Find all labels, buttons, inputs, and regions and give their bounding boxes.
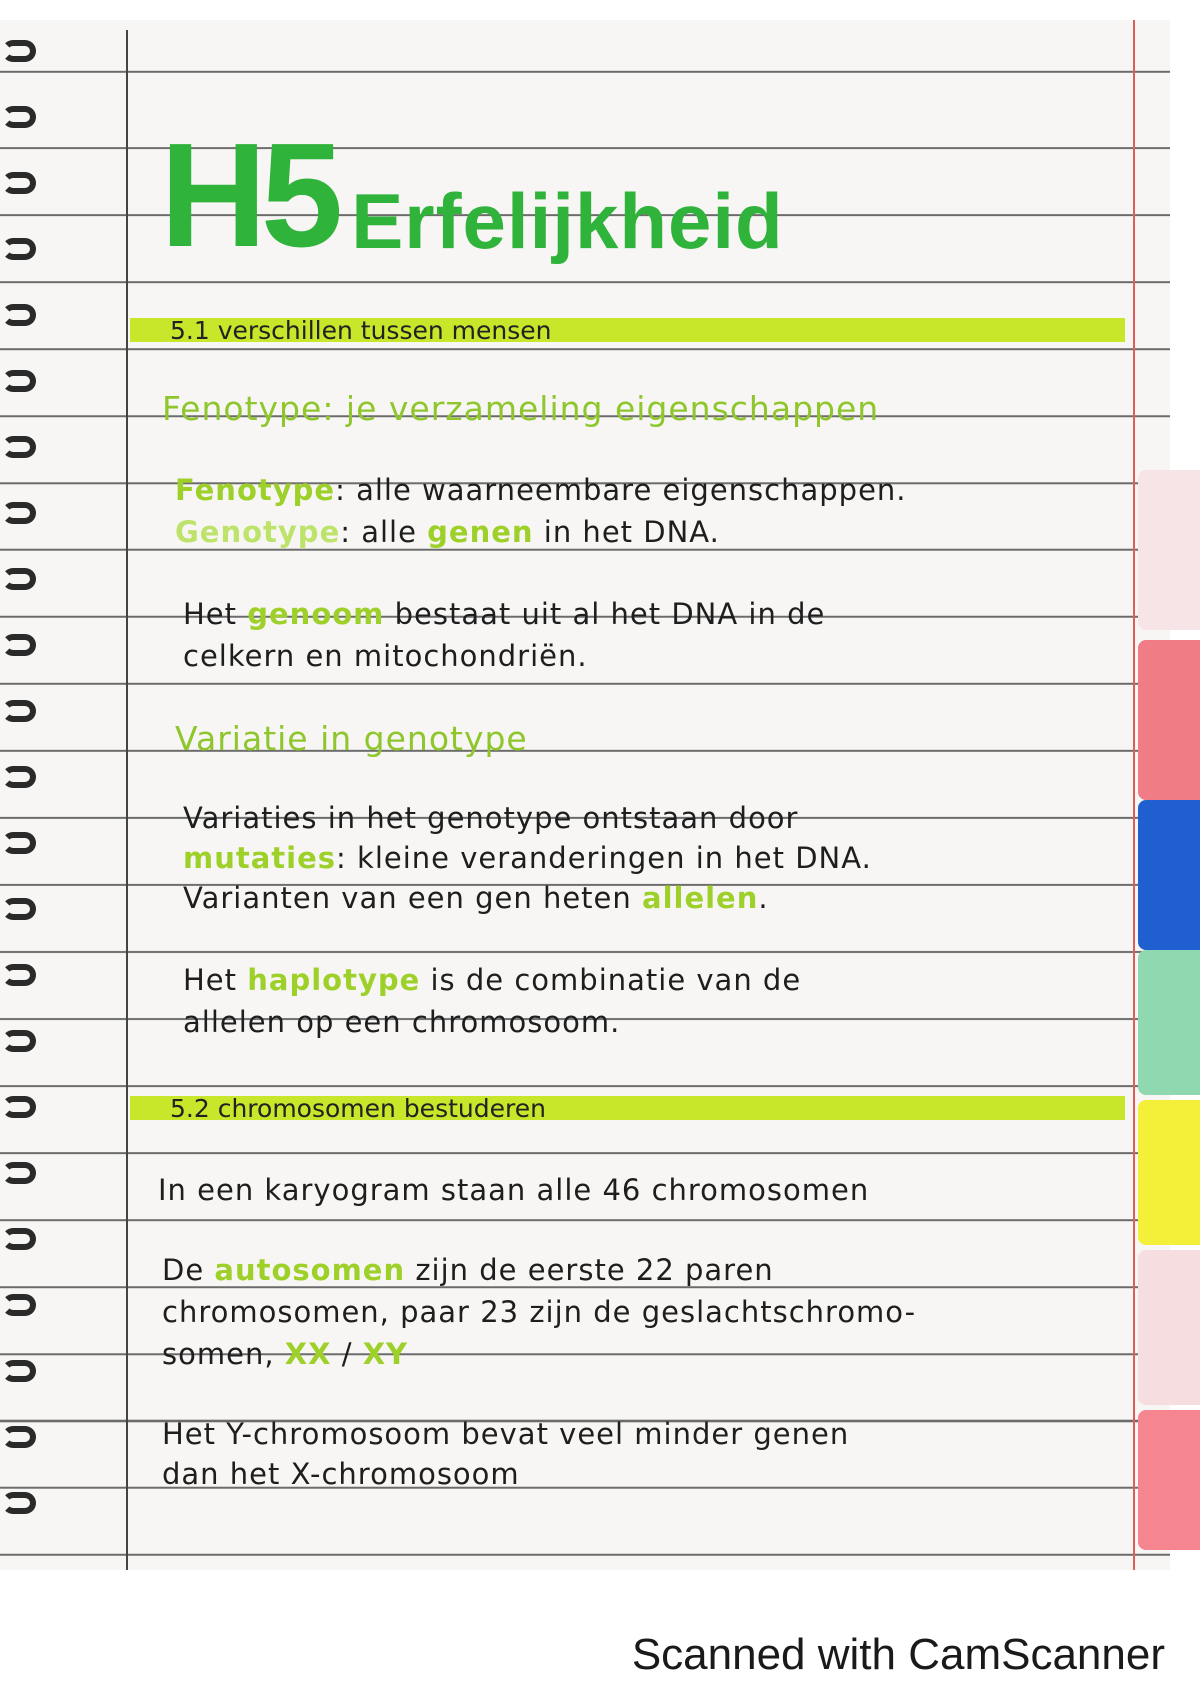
note-line bbox=[183, 597, 826, 631]
title-word: Erfelijkheid bbox=[351, 177, 784, 265]
tab-rose bbox=[1138, 1410, 1200, 1550]
spiral-ring bbox=[2, 964, 36, 986]
note-line bbox=[183, 963, 802, 997]
spiral-ring bbox=[2, 502, 36, 524]
spiral-ring bbox=[2, 1492, 36, 1514]
spiral-ring bbox=[2, 1162, 36, 1184]
spiral-ring bbox=[2, 700, 36, 722]
note-line bbox=[175, 515, 720, 549]
section-label: 5.1 verschillen tussen mensen bbox=[170, 315, 552, 345]
spiral-ring bbox=[2, 304, 36, 326]
note-text: : je verzameling eigenschappen bbox=[322, 389, 880, 428]
spiral-ring bbox=[2, 172, 36, 194]
margin-line bbox=[126, 30, 128, 1570]
tab-pink bbox=[1138, 640, 1200, 800]
term-xx: XX bbox=[284, 1337, 332, 1371]
tab-yellow bbox=[1138, 1100, 1200, 1245]
term-genotype: Genotype bbox=[175, 515, 341, 549]
note-line bbox=[183, 881, 769, 915]
spiral-ring bbox=[2, 1426, 36, 1448]
term-genoom: genoom bbox=[247, 597, 385, 631]
note-line bbox=[162, 1337, 409, 1371]
spiral-ring bbox=[2, 898, 36, 920]
note-text: De bbox=[162, 1253, 215, 1287]
note-line: celkern en mitochondriën. bbox=[183, 639, 588, 673]
note-text: Het bbox=[183, 963, 248, 997]
spiral-ring bbox=[2, 238, 36, 260]
spiral-ring bbox=[2, 1294, 36, 1316]
note-text: zijn de eerste 22 paren bbox=[405, 1253, 774, 1287]
subheading: Variatie in genotype bbox=[175, 719, 528, 758]
spiral-ring bbox=[2, 634, 36, 656]
index-tabs bbox=[1138, 470, 1200, 1570]
section-bar-5-1 bbox=[130, 315, 1125, 345]
right-margin-line bbox=[1133, 20, 1135, 1570]
note-line bbox=[162, 389, 880, 428]
note-text: : alle waarneembare eigenschappen. bbox=[335, 473, 907, 507]
note-line: allelen op een chromosoom. bbox=[183, 1005, 621, 1039]
spiral-ring bbox=[2, 568, 36, 590]
spiral-ring bbox=[2, 40, 36, 62]
note-line: dan het X-chromosoom bbox=[162, 1457, 520, 1491]
note-line bbox=[162, 1253, 774, 1287]
scanner-watermark: Scanned with CamScanner bbox=[631, 1630, 1165, 1679]
note-text: : alle bbox=[340, 515, 428, 549]
note-line: Het Y-chromosoom bevat veel minder genen bbox=[162, 1417, 850, 1451]
spiral-ring bbox=[2, 766, 36, 788]
spiral-ring bbox=[2, 106, 36, 128]
spiral-ring bbox=[2, 1030, 36, 1052]
tab-mint bbox=[1138, 950, 1200, 1095]
tab-light-pink bbox=[1138, 1250, 1200, 1405]
spiral-ring bbox=[2, 1360, 36, 1382]
spiral-ring bbox=[2, 436, 36, 458]
spiral-binding bbox=[0, 40, 44, 1560]
spiral-ring bbox=[2, 1096, 36, 1118]
note-text: Varianten van een gen heten bbox=[183, 881, 642, 915]
note-line: chromosomen, paar 23 zijn de geslachtschromo- bbox=[162, 1295, 917, 1329]
note-text: bestaat uit al het DNA in de bbox=[384, 597, 826, 631]
note-text: in het DNA. bbox=[533, 515, 720, 549]
tab-blue bbox=[1138, 800, 1200, 950]
term-genen: genen bbox=[427, 515, 534, 549]
note-text: Het bbox=[183, 597, 248, 631]
note-line: In een karyogram staan alle 46 chromosomen bbox=[158, 1173, 870, 1207]
note-text: is de combinatie van de bbox=[420, 963, 802, 997]
spiral-ring bbox=[2, 370, 36, 392]
term-haplotype: haplotype bbox=[247, 963, 421, 997]
term-allelen: allelen bbox=[642, 881, 759, 915]
term-autosomen: autosomen bbox=[214, 1253, 406, 1287]
section-label: 5.2 chromosomen bestuderen bbox=[170, 1093, 546, 1123]
tab-pale bbox=[1138, 470, 1200, 630]
note-text: . bbox=[758, 881, 769, 915]
note-text: / bbox=[331, 1337, 363, 1371]
spiral-ring bbox=[2, 832, 36, 854]
note-line bbox=[175, 473, 907, 507]
term-fenotype: Fenotype bbox=[175, 473, 336, 507]
term-xy: XY bbox=[362, 1337, 409, 1371]
note-line bbox=[183, 841, 872, 875]
page-title bbox=[160, 113, 784, 278]
note-text: : kleine veranderingen in het DNA. bbox=[336, 841, 872, 875]
title-prefix: H5 bbox=[160, 113, 338, 278]
spiral-ring bbox=[2, 1228, 36, 1250]
term-fenotype: Fenotype bbox=[162, 389, 323, 428]
note-line: Variaties in het genotype ontstaan door bbox=[183, 801, 799, 835]
section-bar-5-2 bbox=[130, 1093, 1125, 1123]
note-text: somen, bbox=[162, 1337, 285, 1371]
term-mutaties: mutaties bbox=[183, 841, 337, 875]
